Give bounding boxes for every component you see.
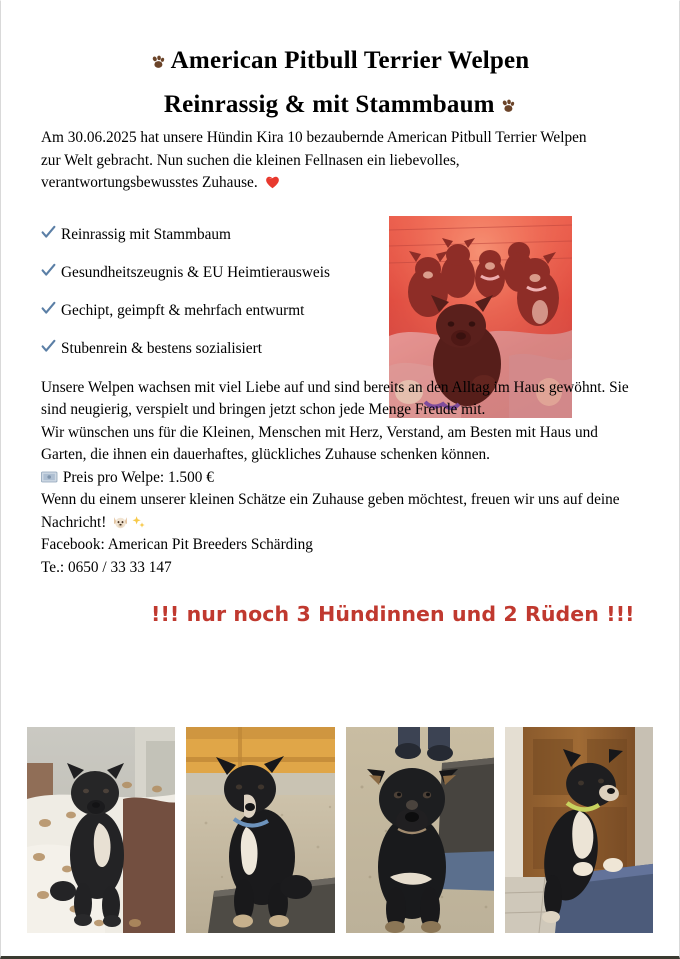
title-line-1	[1, 39, 679, 83]
wish-paragraph: Wir wünschen uns für die Kleinen, Menschen mit Herz, Verstand, am Besten mit Haus und Garten, die ihnen ein dauerhaftes, glückliches Zuhause schenken können.	[41, 423, 598, 463]
phone-line: Te.: 0650 / 33 33 147	[41, 558, 172, 576]
availability-banner: !!! nur noch 3 Hündinnen und 2 Rüden !!!	[151, 602, 635, 626]
intro-text: Am 30.06.2025 hat unsere Hündin Kira 10 bezaubernde American Pitbull Terrier Welpen zur Welt gebracht. Nun suchen die kleinen Fellnasen ein liebevolles, verantwortungsbewusstes Zuhause.	[41, 129, 587, 191]
title-text-1: American Pitbull Terrier Welpen	[170, 47, 530, 74]
feature-label: Stubenrein & bestens sozialisiert	[61, 339, 262, 357]
contact-invite-paragraph	[41, 489, 633, 534]
sparkles-icon	[132, 514, 145, 528]
paw-print-icon	[151, 40, 166, 54]
feature-item	[41, 225, 391, 245]
price-line	[41, 467, 633, 490]
feature-item	[41, 339, 391, 359]
puppy-photo-3	[346, 727, 494, 933]
banknote-icon	[41, 468, 58, 480]
features-list	[41, 225, 391, 359]
feature-item	[41, 301, 391, 321]
price-text: Preis pro Welpe: 1.500 €	[62, 468, 214, 486]
puppy-photo-2	[186, 727, 334, 933]
feature-label: Gechipt, geimpft & mehrfach entwurmt	[61, 301, 305, 319]
dog-face-icon	[113, 515, 128, 530]
page-title	[1, 1, 679, 127]
check-mark-icon	[41, 225, 56, 240]
red-heart-icon	[265, 174, 280, 188]
check-mark-icon	[41, 339, 56, 354]
puppy-photo-1	[27, 727, 175, 933]
puppy-photo-strip	[27, 727, 653, 933]
feature-label: Gesundheitszeugnis & EU Heimtierausweis	[61, 263, 330, 281]
growth-paragraph: Unsere Welpen wachsen mit viel Liebe auf und sind bereits an den Alltag im Haus gewöhnt. Sie sind neugierig, verspielt und bringen jetzt schon jede Menge Freude mit.	[41, 378, 629, 418]
title-text-2: Reinrassig & mit Stammbaum	[163, 91, 495, 118]
title-line-2	[1, 83, 679, 127]
feature-item	[41, 263, 391, 283]
check-mark-icon	[41, 301, 56, 316]
contact-invite-text: Wenn du einem unserer kleinen Schätze ein Zuhause geben möchtest, freuen wir uns auf deine Nachricht!	[41, 491, 620, 531]
facebook-line: Facebook: American Pit Breeders Schärding	[41, 536, 313, 553]
paw-print-icon-2	[501, 84, 516, 98]
check-mark-icon	[41, 263, 56, 278]
puppy-photo-4	[505, 727, 653, 933]
feature-label: Reinrassig mit Stammbaum	[61, 225, 231, 243]
intro-paragraph	[41, 127, 633, 195]
